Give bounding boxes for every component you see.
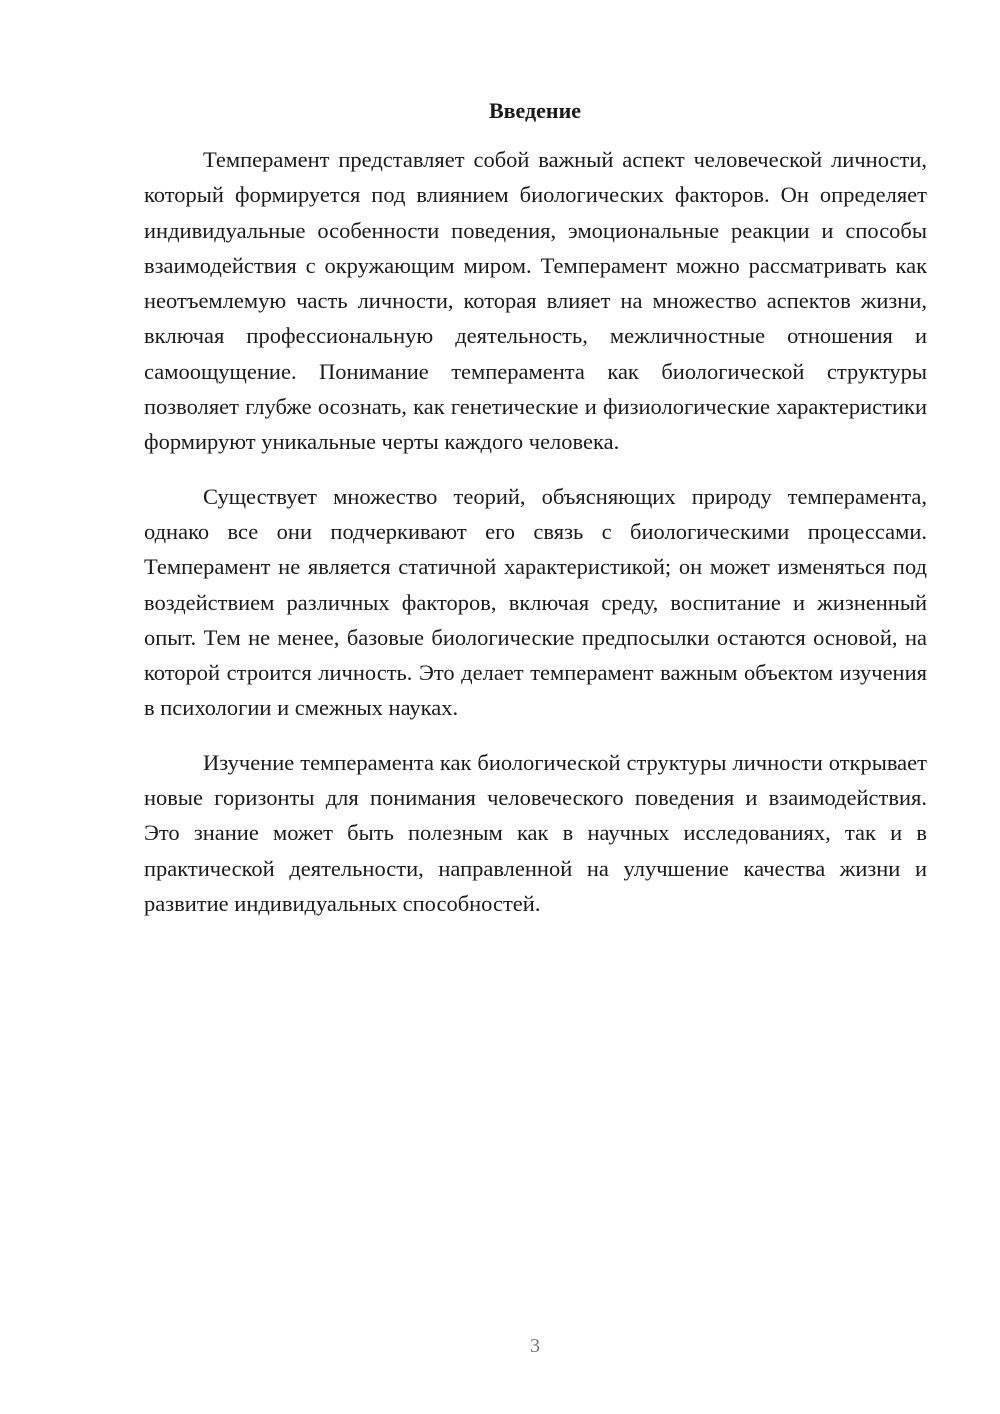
page-number: 3 [530,1335,540,1357]
paragraph-2: Существует множество теорий, объясняющих природу темперамента, однако все они подчеркивают его связь с биологическими процессами. Темперамент не является статичной характеристикой; он может изменяться под воздействием различных факторов, включая среду, воспитание и жизненный опыт. Тем не менее, базовые биологические предпосылки остаются основой, на которой строится личность. Это делает темперамент важным объектом изучения в психологии и смежных науках. [144,483,927,721]
paragraph-3: Изучение темперамента как биологической структуры личности открывает новые горизонты для понимания человеческого поведения и взаимодействия. Это знание может быть полезным как в научных исследованиях, так и в практической деятельности, направленной на улучшение качества жизни и развитие индивидуальных способностей. [144,749,927,916]
paragraph-1: Темперамент представляет собой важный аспект человеческой личности, который формируется под влиянием биологических факторов. Он определяет индивидуальные особенности поведения, эмоциональные реакции и способы взаимодействия с окружающим миром. Темперамент можно рассматривать как неотъемлемую часть личности, которая влияет на множество аспектов жизни, включая профессиональную деятельность, межличностные отношения и самоощущение. Понимание темперамента как биологической структуры позволяет глубже осознать, как генетические и физиологические характеристики формируют уникальные черты каждого человека. [144,147,927,455]
body-text [144,142,927,940]
section-heading: Введение [488,98,582,123]
